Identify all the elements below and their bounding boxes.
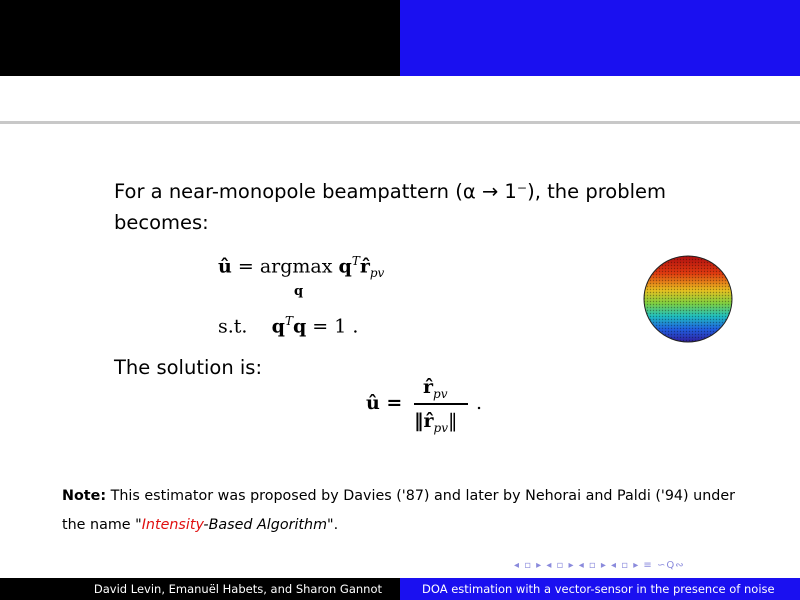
eq-argmax-subscript: q [294, 284, 304, 299]
eq-transpose: T [351, 254, 360, 268]
eq2-lhs: û = [366, 392, 403, 414]
footer-title: DOA estimation with a vector-sensor in the presence of noise [422, 582, 775, 596]
intensity-highlight: Intensity [141, 517, 204, 533]
eq-q: q [338, 255, 352, 278]
eq-r-hat: r̂ [359, 255, 370, 278]
beamer-navigation-icons[interactable]: ◂ ▫ ▸ ◂ ▫ ▸ ◂ ▫ ▸ ◂ ▫ ▸ ≡ ∽Q∾ [514, 560, 685, 571]
fraction-bar [414, 403, 468, 405]
beampattern-sphere-image [643, 255, 733, 343]
note-label: Note: [62, 488, 107, 504]
header-left-panel [0, 0, 400, 76]
eq-transpose: T [284, 314, 293, 328]
note-paragraph: Note: This estimator was proposed by Davies ('87) and later by Nehorai and Paldi ('94) under the name "Intensity-Based Algorithm". [62, 488, 736, 533]
eq-argmax: argmax [259, 255, 333, 278]
eq-u-hat: û [218, 255, 232, 278]
eq-st: s.t. [218, 315, 248, 338]
footer-authors: David Levin, Emanuël Habets, and Sharon Gannot [93, 582, 382, 596]
solution-label: The solution is: [114, 356, 263, 379]
intro-text: For a near-monopole beampattern (α → 1⁻), the problem becomes: [114, 180, 667, 234]
header-right-panel [400, 0, 800, 76]
footer-right [400, 578, 800, 600]
eq-equals: = [237, 255, 254, 278]
eq2-denominator: $‖r̂_{pv}‖$ [414, 410, 458, 435]
eq2-numerator: $r̂_{pv}$ [423, 376, 448, 401]
eq-constraint-rhs: = 1 . [312, 315, 359, 338]
footer-left [0, 578, 400, 600]
eq-pv: pv [369, 266, 385, 281]
eq-q: q [292, 315, 307, 338]
eq-q: q [271, 315, 285, 338]
title-divider [0, 121, 800, 124]
optimization-equation [218, 254, 518, 354]
eq2-period: . [476, 392, 483, 414]
